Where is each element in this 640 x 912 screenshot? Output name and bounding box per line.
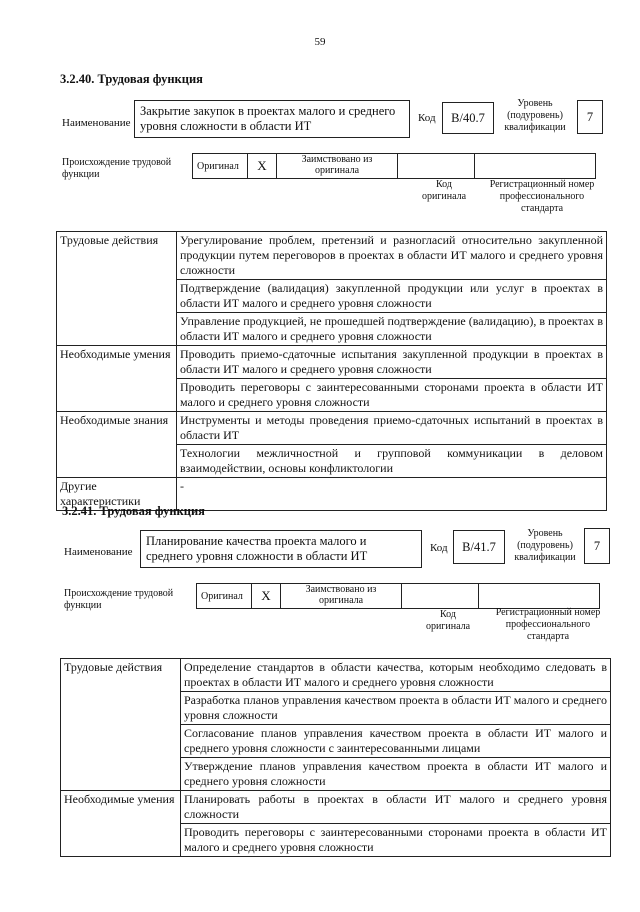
caption-line: профессионального: [499, 191, 585, 202]
origin-table-41: [196, 583, 600, 609]
function-name-line: уровня сложности в области ИТ: [140, 119, 312, 133]
row-header-actions: Трудовые действия: [61, 659, 181, 791]
caption-line: стандарта: [526, 631, 570, 642]
level-label-line: квалификации: [504, 122, 566, 133]
section-title-41: 3.2.41. Трудовая функция: [62, 504, 205, 518]
reg-number-caption-41: [486, 607, 610, 643]
original-label: Оригинал: [193, 154, 248, 179]
origin-label-line: функции: [62, 169, 100, 180]
page-number: 59: [314, 36, 326, 48]
level-label-line: (подуровень): [507, 110, 563, 121]
table-cell: Планировать работы в проектах в области ИТ малого и среднего уровня сложности: [181, 791, 611, 824]
function-name-line: среднего уровня сложности в области ИТ: [146, 549, 368, 563]
code-original-cell: [398, 154, 475, 179]
table-row: [57, 346, 607, 379]
table-cell: Проводить приемо-сдаточные испытания закупленной продукции в проектах в области ИТ малого и среднего уровня сложности: [177, 346, 607, 379]
caption-line: стандарта: [520, 203, 564, 214]
borrowed-label: [281, 584, 402, 609]
caption-line: Регистрационный номер: [495, 607, 601, 618]
table-cell: Проводить переговоры с заинтересованными сторонами проекта в области ИТ малого и среднего уровня сложности: [177, 379, 607, 412]
origin-label-line: Происхождение трудовой: [62, 157, 172, 168]
code-label-41: Код: [430, 542, 448, 554]
section-title-40: 3.2.40. Трудовая функция: [60, 72, 203, 86]
requirements-table-41: [60, 658, 611, 857]
function-name-box-40: [134, 100, 410, 138]
level-label-line: квалификации: [514, 552, 576, 563]
reg-number-caption-40: [480, 179, 604, 215]
row-header-skills: Необходимые умения: [61, 791, 181, 857]
level-label-line: (подуровень): [517, 540, 573, 551]
table-cell: Технологии межличностной и групповой коммуникации в деловом взаимодействии, основы конфликтологии: [177, 445, 607, 478]
row-header-skills: Необходимые умения: [57, 346, 177, 412]
function-name-line: Планирование качества проекта малого и: [146, 534, 367, 548]
code-box-41: B/41.7: [453, 530, 505, 564]
code-original-caption-41: [414, 609, 482, 633]
borrowed-label: [277, 154, 398, 179]
table-cell: Урегулирование проблем, претензий и разногласий относительно закупленной продукции путем переговоров в проектах в области ИТ малого и среднего уровня сложности: [177, 232, 607, 280]
caption-line: Код: [436, 179, 452, 190]
level-label-41: [507, 528, 583, 564]
level-label-40: [497, 98, 573, 134]
origin-label-line: функции: [64, 600, 102, 611]
function-name-box-41: [140, 530, 422, 568]
original-x-mark: X: [252, 584, 281, 609]
caption-line: профессионального: [505, 619, 591, 630]
table-row: [57, 232, 607, 280]
table-cell: Инструменты и методы проведения приемо-сдаточных испытаний в проектах в области ИТ: [177, 412, 607, 445]
table-cell: Проводить переговоры с заинтересованными сторонами проекта в области ИТ малого и среднего уровня сложности: [181, 824, 611, 857]
table-cell: Утверждение планов управления качеством проекта в области ИТ малого и среднего уровня сложности: [181, 758, 611, 791]
table-cell: -: [177, 478, 607, 511]
function-name-line: Закрытие закупок в проектах малого и среднего: [140, 104, 396, 118]
caption-line: оригинала: [425, 621, 471, 632]
row-header-knowledge: Необходимые знания: [57, 412, 177, 478]
code-original-cell: [402, 584, 479, 609]
code-original-caption-40: [410, 179, 478, 203]
origin-table-40: [192, 153, 596, 179]
name-label-41: Наименование: [64, 546, 133, 558]
caption-line: оригинала: [421, 191, 467, 202]
origin-label-line: Происхождение трудовой: [64, 588, 174, 599]
code-box-40: B/40.7: [442, 102, 494, 134]
table-cell: Разработка планов управления качеством проекта в области ИТ малого и среднего уровня сложности: [181, 692, 611, 725]
table-row: [61, 659, 611, 692]
table-cell: Подтверждение (валидация) закупленной продукции или услуг в проектах в области ИТ малого и среднего уровня сложности: [177, 280, 607, 313]
origin-label-40: [62, 157, 171, 181]
original-label: Оригинал: [197, 584, 252, 609]
caption-line: Регистрационный номер: [489, 179, 595, 190]
borrowed-label-line: оригинала: [314, 165, 360, 176]
level-label-line: Уровень: [527, 528, 563, 539]
row-header-actions: Трудовые действия: [57, 232, 177, 346]
reg-number-cell: [479, 584, 600, 609]
borrowed-label-line: Заимствовано из: [301, 154, 373, 165]
requirements-table-40: [56, 231, 607, 511]
origin-label-41: [64, 588, 173, 612]
table-row: [61, 791, 611, 824]
reg-number-cell: [475, 154, 596, 179]
level-box-40: 7: [577, 100, 603, 134]
table-cell: Определение стандартов в области качества, которым необходимо следовать в проектах в области ИТ малого и среднего уровня сложности: [181, 659, 611, 692]
borrowed-label-line: Заимствовано из: [305, 584, 377, 595]
table-row: [57, 412, 607, 445]
level-label-line: Уровень: [517, 98, 553, 109]
borrowed-label-line: оригинала: [318, 595, 364, 606]
level-box-41: 7: [584, 528, 610, 564]
table-cell: Управление продукцией, не прошедшей подтверждение (валидацию), в проектах в области ИТ малого и среднего уровня сложности: [177, 313, 607, 346]
caption-line: Код: [440, 609, 456, 620]
row-header-other: Другие характеристики: [57, 478, 177, 511]
original-x-mark: X: [248, 154, 277, 179]
table-cell: Согласование планов управления качеством проекта в области ИТ малого и среднего уровня сложности с заинтересованными лицами: [181, 725, 611, 758]
code-label-40: Код: [418, 112, 436, 124]
name-label-40: Наименование: [62, 117, 131, 129]
